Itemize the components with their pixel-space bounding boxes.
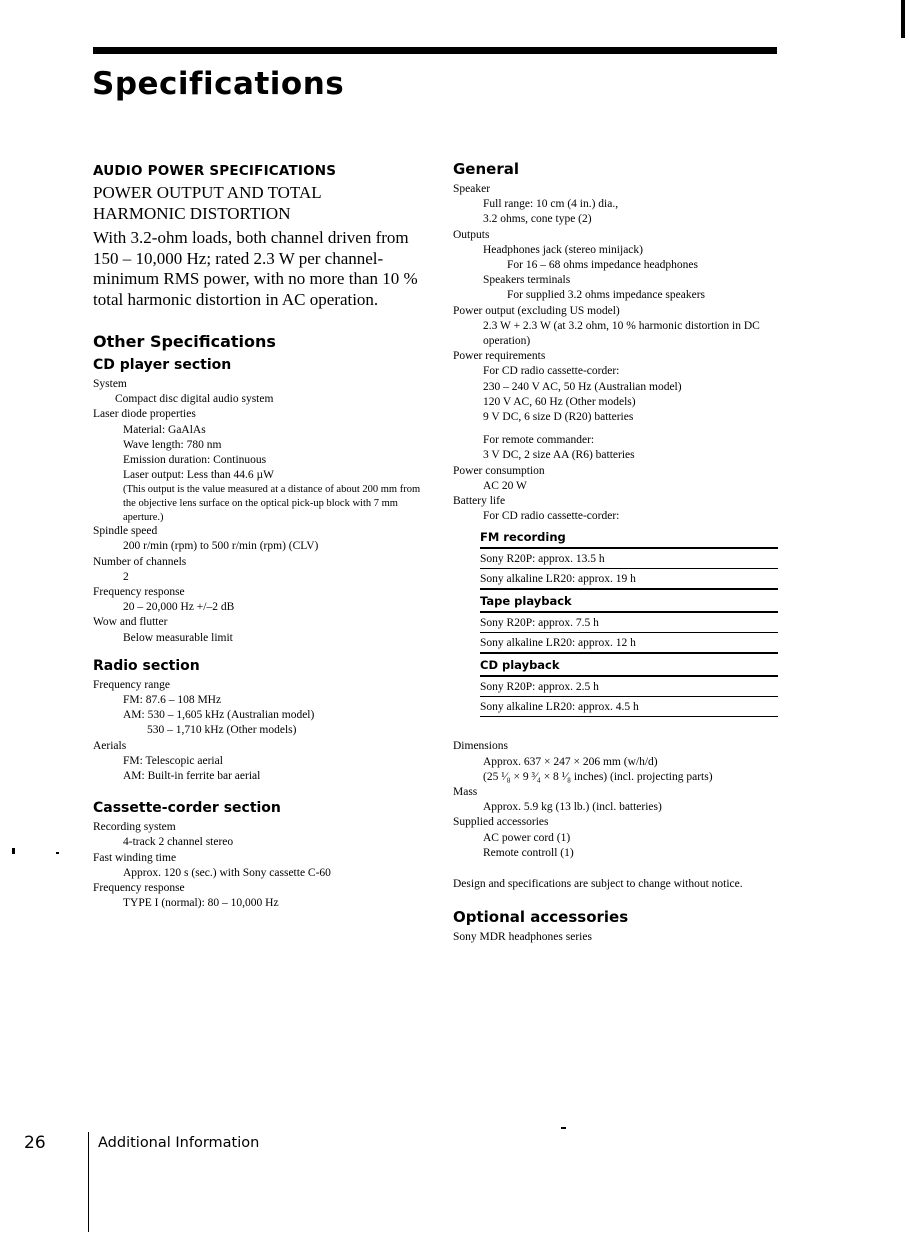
general-spec-list bbox=[453, 182, 778, 524]
print-mark bbox=[561, 1127, 566, 1129]
radio-am-range-2: 530 – 1,710 kHz (Other models) bbox=[147, 724, 297, 737]
accessories-term: Supplied accessories bbox=[453, 816, 549, 829]
outputs-term: Outputs bbox=[453, 228, 490, 241]
remote-power-1: For remote commander: bbox=[483, 434, 595, 447]
cd-lr20: Sony alkaline LR20: approx. 4.5 h bbox=[480, 697, 778, 717]
accessory-2: Remote controll (1) bbox=[483, 846, 574, 859]
power-output-value: 2.3 W + 2.3 W (at 3.2 ohm, 10 % harmonic distortion in DC operation) bbox=[483, 319, 760, 348]
tape-lr20: Sony alkaline LR20: approx. 12 h bbox=[480, 633, 778, 654]
cd-spec-list bbox=[93, 377, 423, 646]
print-mark bbox=[12, 848, 15, 854]
footer-section-label: Additional Information bbox=[98, 1135, 260, 1151]
optional-accessories-heading: Optional accessories bbox=[453, 908, 629, 927]
cd-freq-term: Frequency response bbox=[93, 586, 185, 599]
wow-value: Below measurable limit bbox=[123, 631, 233, 644]
power-req-3: 120 V AC, 60 Hz (Other models) bbox=[483, 395, 636, 408]
speakers-terminals: Speakers terminals bbox=[483, 274, 571, 287]
laser-material: Material: GaAlAs bbox=[123, 423, 206, 436]
power-req-1: For CD radio cassette-corder: bbox=[483, 365, 620, 378]
laser-output: Laser output: Less than 44.6 µW bbox=[123, 469, 274, 482]
spindle-value: 200 r/min (rpm) to 500 r/min (rpm) (CLV) bbox=[123, 540, 319, 553]
general-heading: General bbox=[453, 160, 519, 178]
table-row bbox=[480, 676, 778, 697]
cd-r20p: Sony R20P: approx. 2.5 h bbox=[480, 676, 778, 697]
speaker-value-2: 3.2 ohms, cone type (2) bbox=[483, 213, 592, 226]
fm-lr20: Sony alkaline LR20: approx. 19 h bbox=[480, 569, 778, 590]
battery-life-term: Battery life bbox=[453, 495, 506, 508]
right-column bbox=[453, 160, 783, 946]
radio-fm-range: FM: 87.6 – 108 MHz bbox=[123, 694, 222, 707]
speaker-value-1: Full range: 10 cm (4 in.) dia., bbox=[483, 198, 619, 211]
recording-value: 4-track 2 channel stereo bbox=[123, 836, 234, 849]
table-row bbox=[480, 548, 778, 569]
laser-note: (This output is the value measured at a distance of about 200 mm from the objective lens surface on the optical pick-up block with 7 mm aperture.) bbox=[123, 484, 421, 523]
aerial-fm: FM: Telescopic aerial bbox=[123, 754, 223, 767]
table-row bbox=[480, 612, 778, 633]
battery-life-table bbox=[480, 526, 778, 717]
table-row bbox=[480, 653, 778, 676]
other-specs-heading: Other Specifications bbox=[93, 332, 276, 351]
cd-system-value: Compact disc digital audio system bbox=[115, 393, 274, 406]
speaker-term: Speaker bbox=[453, 183, 491, 195]
fast-winding-term: Fast winding time bbox=[93, 851, 177, 864]
table-row bbox=[480, 526, 778, 548]
corner-crop-mark bbox=[901, 0, 905, 38]
page-number: 26 bbox=[24, 1133, 46, 1153]
cassette-freq-value: TYPE I (normal): 80 – 10,000 Hz bbox=[123, 897, 279, 910]
dimensions-spec-list bbox=[453, 739, 778, 861]
consumption-term: Power consumption bbox=[453, 464, 545, 477]
optional-accessories-body: Sony MDR headphones series bbox=[453, 931, 592, 944]
remote-power-2: 3 V DC, 2 size AA (R6) batteries bbox=[483, 449, 635, 462]
recording-term: Recording system bbox=[93, 821, 176, 834]
laser-emission: Emission duration: Continuous bbox=[123, 454, 267, 467]
channels-value: 2 bbox=[123, 570, 129, 583]
cassette-freq-term: Frequency response bbox=[93, 882, 185, 895]
power-req-4: 9 V DC, 6 size D (R20) batteries bbox=[483, 411, 634, 424]
radio-section-heading: Radio section bbox=[93, 657, 200, 674]
mass-value: Approx. 5.9 kg (13 lb.) (incl. batteries) bbox=[483, 801, 662, 814]
wow-term: Wow and flutter bbox=[93, 616, 168, 629]
footer-divider bbox=[88, 1132, 89, 1232]
laser-wavelength: Wave length: 780 nm bbox=[123, 438, 222, 451]
left-column bbox=[93, 163, 433, 911]
battery-life-value: For CD radio cassette-corder: bbox=[483, 510, 620, 523]
accessory-1: AC power cord (1) bbox=[483, 831, 571, 844]
power-output-subheading-1: POWER OUTPUT AND TOTAL bbox=[93, 183, 322, 202]
radio-am-range-1: AM: 530 – 1,605 kHz (Australian model) bbox=[123, 709, 315, 722]
tape-playback-head: Tape playback bbox=[480, 589, 778, 612]
cassette-section-heading: Cassette-corder section bbox=[93, 800, 281, 817]
print-mark bbox=[56, 852, 59, 854]
change-notice: Design and specifications are subject to change without notice. bbox=[453, 878, 743, 891]
cassette-spec-list bbox=[93, 820, 433, 911]
power-output-subheading-2: HARMONIC DISTORTION bbox=[93, 203, 291, 223]
power-req-2: 230 – 240 V AC, 50 Hz (Australian model) bbox=[483, 380, 682, 393]
fm-r20p: Sony R20P: approx. 13.5 h bbox=[480, 548, 778, 569]
table-row bbox=[480, 589, 778, 612]
table-row bbox=[480, 633, 778, 654]
radio-spec-list bbox=[93, 678, 433, 784]
channels-term: Number of channels bbox=[93, 555, 187, 568]
cd-section-heading: CD player section bbox=[93, 357, 232, 373]
tape-r20p: Sony R20P: approx. 7.5 h bbox=[480, 612, 778, 633]
spacer bbox=[453, 425, 778, 433]
dimensions-term: Dimensions bbox=[453, 740, 508, 753]
table-row bbox=[480, 569, 778, 590]
headphones-jack: Headphones jack (stereo minijack) bbox=[483, 243, 643, 256]
consumption-value: AC 20 W bbox=[483, 479, 527, 492]
cd-playback-head: CD playback bbox=[480, 653, 778, 676]
table-row bbox=[480, 697, 778, 717]
spindle-term: Spindle speed bbox=[93, 525, 158, 538]
dimensions-value-1: Approx. 637 × 247 × 206 mm (w/h/d) bbox=[483, 755, 658, 768]
laser-term: Laser diode properties bbox=[93, 408, 196, 421]
cd-system-term: System bbox=[93, 378, 127, 390]
dimensions-value-2: (25 ¹⁄₈ × 9 ³⁄₄ × 8 ¹⁄₈ inches) (incl. projecting parts) bbox=[483, 770, 713, 783]
fm-recording-head: FM recording bbox=[480, 526, 778, 548]
audio-power-body: With 3.2-ohm loads, both channel driven from 150 – 10,000 Hz; rated 2.3 W per channel-minimum RMS power, with no more than 10 % total harmonic distortion in AC operation. bbox=[93, 228, 418, 309]
top-rule bbox=[93, 47, 777, 54]
mass-term: Mass bbox=[453, 786, 478, 799]
speakers-terminals-value: For supplied 3.2 ohms impedance speakers bbox=[507, 289, 706, 302]
power-output-term: Power output (excluding US model) bbox=[453, 304, 620, 317]
radio-range-term: Frequency range bbox=[93, 678, 170, 691]
page-title: Specifications bbox=[92, 66, 345, 102]
aerials-term: Aerials bbox=[93, 739, 127, 752]
cd-freq-value: 20 – 20,000 Hz +/–2 dB bbox=[123, 601, 235, 614]
headphones-value: For 16 – 68 ohms impedance headphones bbox=[507, 259, 698, 272]
fast-winding-value: Approx. 120 s (sec.) with Sony cassette C-60 bbox=[123, 866, 331, 879]
power-requirements-term: Power requirements bbox=[453, 350, 546, 363]
audio-power-heading: AUDIO POWER SPECIFICATIONS bbox=[93, 163, 337, 179]
aerial-am: AM: Built-in ferrite bar aerial bbox=[123, 770, 261, 783]
